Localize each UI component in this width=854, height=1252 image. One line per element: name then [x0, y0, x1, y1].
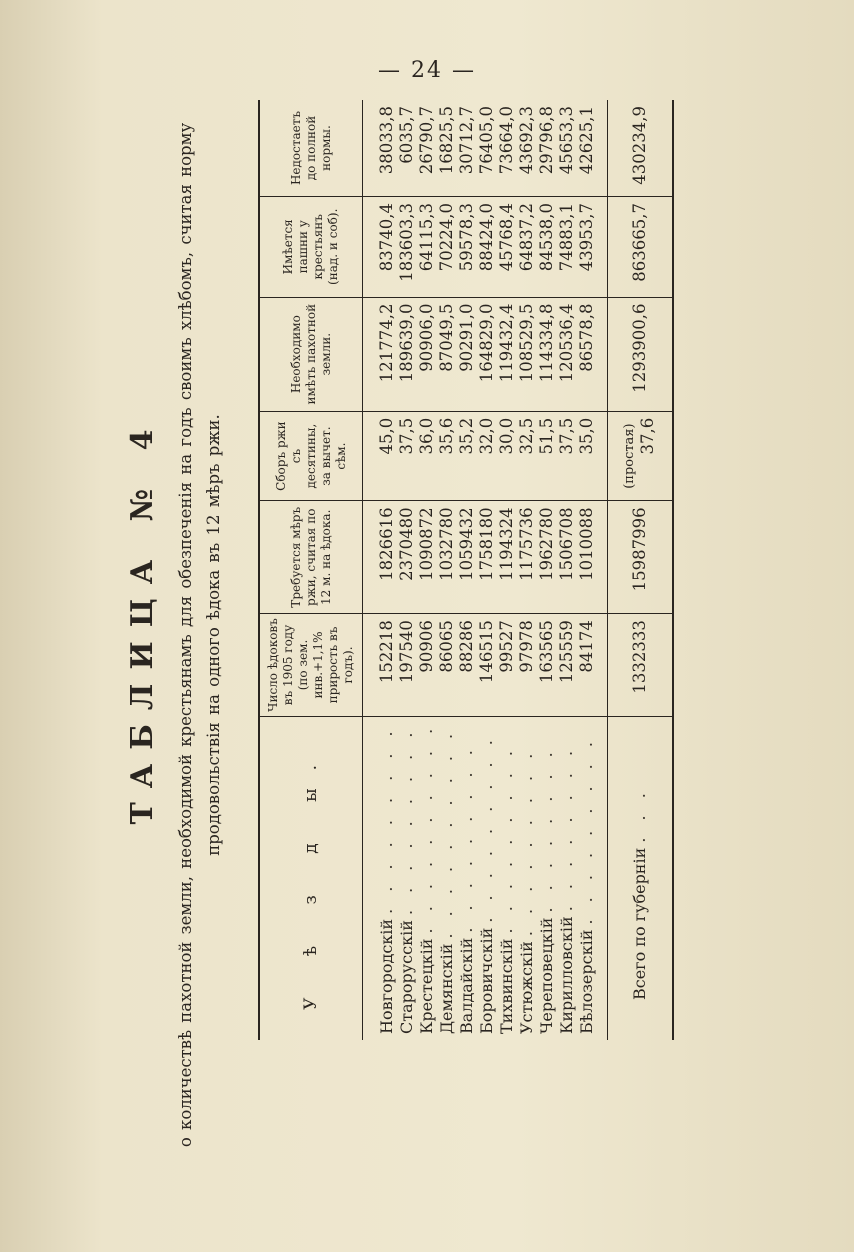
need-cell: 86578,8 — [577, 297, 608, 411]
harvest-cell: 30,0 — [497, 411, 517, 501]
rye-cell: 1758180 — [477, 501, 497, 614]
have-cell: 43953,7 — [577, 197, 608, 298]
table-row — [497, 100, 517, 1040]
rye-cell: 1175736 — [517, 501, 537, 614]
leader-dots: . . . . . . . . . — [477, 734, 496, 923]
total-label: Всего по губерніи — [630, 847, 649, 1000]
table-row — [577, 100, 608, 1040]
short-cell: 6035,7 — [397, 100, 417, 197]
leader-dots: . . . . . . . . . — [457, 744, 476, 933]
have-cell: 88424,0 — [477, 197, 497, 298]
rye-cell: 1090872 — [417, 501, 437, 614]
uezd-name: Череповецкій — [537, 917, 556, 1034]
table-row — [477, 100, 497, 1040]
harvest-cell: 32,5 — [517, 411, 537, 501]
leader-dots: . . . . . . . . — [557, 744, 576, 912]
need-cell: 120536,4 — [557, 297, 577, 411]
harvest-cell: 37,5 — [557, 411, 577, 501]
table-row — [537, 100, 557, 1040]
need-cell: 121774,2 — [363, 297, 398, 411]
rye-cell: 1194324 — [497, 501, 517, 614]
short-cell: 38033,8 — [363, 100, 398, 197]
need-cell: 108529,5 — [517, 297, 537, 411]
uezd-name: Крестецкій — [417, 938, 436, 1034]
total-have-cell: 863665,7 — [608, 197, 674, 298]
table-row — [437, 100, 457, 1040]
have-cell: 83740,4 — [363, 197, 398, 298]
have-cell: 183603,3 — [397, 197, 417, 298]
have-cell: 45768,4 — [497, 197, 517, 298]
subtitle-line-2: продовольствія на одного ѣдока въ 12 мѣръ ржи. — [204, 414, 223, 856]
total-eaters-cell: 1332333 — [608, 614, 674, 717]
harvest-cell: 35,6 — [437, 411, 457, 501]
col-header-eaters: Число ѣдоковъ въ 1905 году (по зем. инв.+1,1% прирость въ годъ). — [259, 614, 363, 717]
need-cell: 87049,5 — [437, 297, 457, 411]
harvest-cell: 51,5 — [537, 411, 557, 501]
col-header-harvest: Сборъ ржи съ десятины, за вычет. сѣм. — [259, 411, 363, 501]
leader-dots: . . . . . . . . . — [577, 736, 596, 925]
rye-cell: 1010088 — [577, 501, 608, 614]
short-cell: 26790,7 — [417, 100, 437, 197]
harvest-cell: 35,2 — [457, 411, 477, 501]
rye-cell: 1032780 — [437, 501, 457, 614]
have-cell: 74883,1 — [557, 197, 577, 298]
table-subtitle — [172, 120, 228, 1150]
eaters-cell: 197540 — [397, 614, 417, 717]
short-cell: 30712,7 — [457, 100, 477, 197]
col-header-shortfall: Недостаетъ до полной нормы. — [259, 100, 363, 197]
uezd-name: Новгородскій — [377, 918, 396, 1034]
harvest-cell: 35,0 — [577, 411, 608, 501]
have-cell: 84538,0 — [537, 197, 557, 298]
short-cell: 43692,3 — [517, 100, 537, 197]
eaters-cell: 97978 — [517, 614, 537, 717]
leader-dots: . . . . . . . . . — [377, 725, 396, 914]
rye-cell: 2370480 — [397, 501, 417, 614]
uezd-name: Старорусскій — [397, 920, 416, 1034]
total-rye-cell: 15987996 — [608, 501, 674, 614]
have-cell: 64837,2 — [517, 197, 537, 298]
rye-cell: 1059432 — [457, 501, 477, 614]
data-table — [258, 100, 674, 1040]
eaters-cell: 86065 — [437, 614, 457, 717]
table-row — [397, 100, 417, 1040]
page-number: — 24 — — [378, 58, 476, 83]
eaters-cell: 152218 — [363, 614, 398, 717]
total-harvest-cell: 37,6 — [638, 417, 657, 455]
short-cell: 76405,0 — [477, 100, 497, 197]
need-cell: 164829,0 — [477, 297, 497, 411]
harvest-cell: 32,0 — [477, 411, 497, 501]
total-need-cell: 1293900,6 — [608, 297, 674, 411]
leader-dots: . . . . . . . . . . — [417, 722, 436, 934]
leader-dots: . . . . . . . . . — [497, 745, 516, 934]
subtitle-line-1: о количествѣ пахотной земли, необходимой крестьянамъ для обезпеченія на годъ своимъ хлѣбомъ, считая норму — [176, 122, 195, 1148]
table-row — [417, 100, 437, 1040]
rye-cell: 1826616 — [363, 501, 398, 614]
col-header-rye-required: Требуется мѣръ ржи, считая по 12 м. на ѣдока. — [259, 501, 363, 614]
harvest-cell: 45,0 — [363, 411, 398, 501]
table-title: ТАБЛИЦА № 4 — [125, 415, 160, 825]
have-cell: 64115,3 — [417, 197, 437, 298]
short-cell: 45653,3 — [557, 100, 577, 197]
col-header-land-needed: Необходимо имѣть пахотной земли. — [259, 297, 363, 411]
need-cell: 119432,4 — [497, 297, 517, 411]
table-row — [363, 100, 398, 1040]
harvest-note: (простая) — [622, 423, 637, 489]
leader-dots: . . . . . . . . — [537, 746, 556, 913]
short-cell: 29796,8 — [537, 100, 557, 197]
leader-dots: . . . . . . . . . . — [437, 727, 456, 939]
need-cell: 90291,0 — [457, 297, 477, 411]
total-short-cell: 430234,9 — [608, 100, 674, 197]
eaters-cell: 146515 — [477, 614, 497, 717]
eaters-cell: 84174 — [577, 614, 608, 717]
col-header-uezd: У ѣ з д ы. — [259, 716, 363, 1040]
uezd-name: Тихвинскій — [497, 938, 516, 1034]
rotated-content — [120, 90, 820, 1150]
eaters-cell: 163565 — [537, 614, 557, 717]
eaters-cell: 99527 — [497, 614, 517, 717]
uezd-name: Бѣлозерскій — [577, 929, 596, 1034]
short-cell: 16825,5 — [437, 100, 457, 197]
eaters-cell: 88286 — [457, 614, 477, 717]
leader-dots: . . . . . . . . . — [397, 726, 416, 916]
rye-cell: 1962780 — [537, 501, 557, 614]
harvest-cell: 37,5 — [397, 411, 417, 501]
total-row — [608, 100, 674, 1040]
eaters-cell: 125559 — [557, 614, 577, 717]
have-cell: 70224,0 — [437, 197, 457, 298]
short-cell: 73664,0 — [497, 100, 517, 197]
harvest-cell: 36,0 — [417, 411, 437, 501]
uezd-name: Демянскій — [437, 943, 456, 1034]
short-cell: 42625,1 — [577, 100, 608, 197]
have-cell: 59578,3 — [457, 197, 477, 298]
uezd-name: Кирилловскій — [557, 916, 576, 1034]
need-cell: 90906,0 — [417, 297, 437, 411]
uezd-name: Устюжскій — [517, 941, 536, 1034]
table-row — [457, 100, 477, 1040]
eaters-cell: 90906 — [417, 614, 437, 717]
uezd-name: Боровичскій — [477, 927, 496, 1034]
need-cell: 189639,0 — [397, 297, 417, 411]
leader-dots: . . . — [630, 787, 649, 843]
need-cell: 114334,8 — [537, 297, 557, 411]
rye-cell: 1506708 — [557, 501, 577, 614]
uezd-name: Валдайскій — [457, 937, 476, 1034]
leader-dots: . . . . . . . . . — [517, 747, 536, 937]
col-header-land-have: Имѣется пашни у крестьянъ (над. и соб). — [259, 197, 363, 298]
table-row — [517, 100, 537, 1040]
table-row — [557, 100, 577, 1040]
header-row — [259, 100, 363, 1040]
